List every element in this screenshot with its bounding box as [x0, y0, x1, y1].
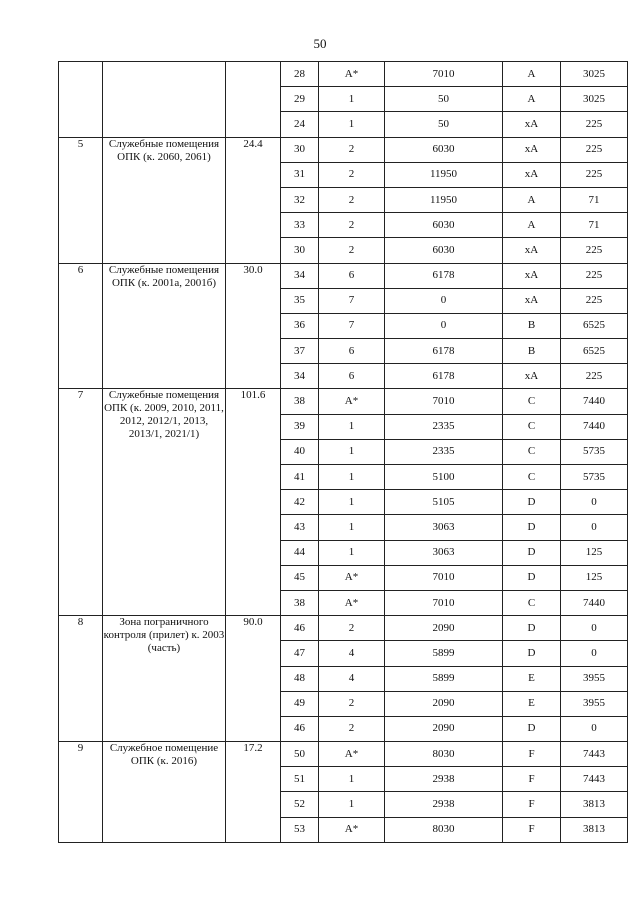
- point-number-cell: 47: [281, 641, 319, 666]
- zone-cell: xA: [503, 364, 561, 389]
- item-number-cell: 5: [59, 137, 103, 263]
- x-coordinate-cell: 2090: [385, 616, 503, 641]
- zone-cell: A: [503, 213, 561, 238]
- point-type-cell: 2: [319, 716, 385, 741]
- y-coordinate-cell: 5735: [561, 465, 628, 490]
- room-name-cell: Служебные помещения ОПК (к. 2001а, 2001б): [103, 263, 226, 389]
- y-coordinate-cell: 7440: [561, 590, 628, 615]
- y-coordinate-cell: 7443: [561, 742, 628, 767]
- point-type-cell: А*: [319, 817, 385, 842]
- x-coordinate-cell: 6030: [385, 213, 503, 238]
- point-type-cell: 6: [319, 263, 385, 288]
- room-name-cell: Зона пограничного контроля (прилет) к. 2003 (часть): [103, 616, 226, 742]
- y-coordinate-cell: 6525: [561, 313, 628, 338]
- x-coordinate-cell: 3063: [385, 540, 503, 565]
- area-cell: 101.6: [226, 389, 281, 616]
- table-row: [59, 137, 628, 162]
- point-type-cell: 2: [319, 162, 385, 187]
- x-coordinate-cell: 5105: [385, 490, 503, 515]
- point-type-cell: 6: [319, 364, 385, 389]
- y-coordinate-cell: 3025: [561, 87, 628, 112]
- point-number-cell: 30: [281, 238, 319, 263]
- item-number-cell: 8: [59, 616, 103, 742]
- x-coordinate-cell: 6178: [385, 263, 503, 288]
- point-number-cell: 53: [281, 817, 319, 842]
- x-coordinate-cell: 11950: [385, 162, 503, 187]
- y-coordinate-cell: 225: [561, 112, 628, 137]
- zone-cell: xA: [503, 238, 561, 263]
- zone-cell: F: [503, 742, 561, 767]
- area-cell: 30.0: [226, 263, 281, 389]
- point-number-cell: 39: [281, 414, 319, 439]
- zone-cell: C: [503, 465, 561, 490]
- point-type-cell: 1: [319, 515, 385, 540]
- point-number-cell: 38: [281, 389, 319, 414]
- y-coordinate-cell: 0: [561, 490, 628, 515]
- x-coordinate-cell: 2090: [385, 716, 503, 741]
- x-coordinate-cell: 3063: [385, 515, 503, 540]
- x-coordinate-cell: 5899: [385, 666, 503, 691]
- zone-cell: E: [503, 691, 561, 716]
- point-type-cell: 1: [319, 112, 385, 137]
- y-coordinate-cell: 5735: [561, 439, 628, 464]
- room-name-cell: Служебные помещения ОПК (к. 2009, 2010, 2011, 2012, 2012/1, 2013, 2013/1, 2021/1): [103, 389, 226, 616]
- y-coordinate-cell: 71: [561, 213, 628, 238]
- point-number-cell: 24: [281, 112, 319, 137]
- y-coordinate-cell: 225: [561, 263, 628, 288]
- room-name-cell: [103, 62, 226, 138]
- point-number-cell: 37: [281, 339, 319, 364]
- y-coordinate-cell: 3025: [561, 62, 628, 87]
- point-type-cell: 2: [319, 616, 385, 641]
- x-coordinate-cell: 0: [385, 288, 503, 313]
- x-coordinate-cell: 6030: [385, 137, 503, 162]
- zone-cell: D: [503, 540, 561, 565]
- point-type-cell: 1: [319, 490, 385, 515]
- zone-cell: xA: [503, 288, 561, 313]
- zone-cell: C: [503, 439, 561, 464]
- y-coordinate-cell: 7440: [561, 389, 628, 414]
- x-coordinate-cell: 6030: [385, 238, 503, 263]
- zone-cell: xA: [503, 137, 561, 162]
- x-coordinate-cell: 2938: [385, 792, 503, 817]
- point-number-cell: 49: [281, 691, 319, 716]
- y-coordinate-cell: 3813: [561, 817, 628, 842]
- point-number-cell: 44: [281, 540, 319, 565]
- y-coordinate-cell: 6525: [561, 339, 628, 364]
- y-coordinate-cell: 125: [561, 540, 628, 565]
- table-row: [59, 62, 628, 87]
- room-name-cell: Служебные помещения ОПК (к. 2060, 2061): [103, 137, 226, 263]
- x-coordinate-cell: 5100: [385, 465, 503, 490]
- point-number-cell: 46: [281, 716, 319, 741]
- page-number: 50: [313, 36, 327, 51]
- point-type-cell: 2: [319, 137, 385, 162]
- point-type-cell: 7: [319, 288, 385, 313]
- zone-cell: A: [503, 62, 561, 87]
- point-type-cell: 1: [319, 87, 385, 112]
- point-type-cell: А*: [319, 389, 385, 414]
- x-coordinate-cell: 5899: [385, 641, 503, 666]
- y-coordinate-cell: 71: [561, 187, 628, 212]
- y-coordinate-cell: 0: [561, 716, 628, 741]
- point-type-cell: 2: [319, 238, 385, 263]
- area-cell: 90.0: [226, 616, 281, 742]
- table-row: [59, 389, 628, 414]
- x-coordinate-cell: 50: [385, 112, 503, 137]
- area-cell: 17.2: [226, 742, 281, 843]
- point-type-cell: 1: [319, 767, 385, 792]
- y-coordinate-cell: 0: [561, 515, 628, 540]
- zone-cell: C: [503, 414, 561, 439]
- point-number-cell: 50: [281, 742, 319, 767]
- point-number-cell: 35: [281, 288, 319, 313]
- point-number-cell: 46: [281, 616, 319, 641]
- point-type-cell: А*: [319, 590, 385, 615]
- y-coordinate-cell: 125: [561, 565, 628, 590]
- point-number-cell: 31: [281, 162, 319, 187]
- zone-cell: A: [503, 87, 561, 112]
- table-row: [59, 616, 628, 641]
- point-number-cell: 42: [281, 490, 319, 515]
- point-number-cell: 40: [281, 439, 319, 464]
- zone-cell: xA: [503, 162, 561, 187]
- point-type-cell: 2: [319, 213, 385, 238]
- point-number-cell: 52: [281, 792, 319, 817]
- x-coordinate-cell: 6178: [385, 339, 503, 364]
- point-type-cell: А*: [319, 742, 385, 767]
- point-type-cell: А*: [319, 62, 385, 87]
- point-number-cell: 30: [281, 137, 319, 162]
- x-coordinate-cell: 7010: [385, 62, 503, 87]
- zone-cell: xA: [503, 263, 561, 288]
- point-number-cell: 33: [281, 213, 319, 238]
- y-coordinate-cell: 0: [561, 616, 628, 641]
- point-type-cell: 1: [319, 540, 385, 565]
- y-coordinate-cell: 0: [561, 641, 628, 666]
- zone-cell: F: [503, 767, 561, 792]
- point-type-cell: 2: [319, 187, 385, 212]
- point-number-cell: 43: [281, 515, 319, 540]
- y-coordinate-cell: 225: [561, 162, 628, 187]
- zone-cell: D: [503, 641, 561, 666]
- y-coordinate-cell: 225: [561, 364, 628, 389]
- area-cell: [226, 62, 281, 138]
- point-type-cell: 7: [319, 313, 385, 338]
- point-type-cell: 6: [319, 339, 385, 364]
- y-coordinate-cell: 225: [561, 288, 628, 313]
- zone-cell: A: [503, 187, 561, 212]
- x-coordinate-cell: 0: [385, 313, 503, 338]
- x-coordinate-cell: 8030: [385, 817, 503, 842]
- y-coordinate-cell: 7443: [561, 767, 628, 792]
- x-coordinate-cell: 8030: [385, 742, 503, 767]
- x-coordinate-cell: 2335: [385, 414, 503, 439]
- point-number-cell: 51: [281, 767, 319, 792]
- item-number-cell: 9: [59, 742, 103, 843]
- x-coordinate-cell: 7010: [385, 590, 503, 615]
- point-number-cell: 48: [281, 666, 319, 691]
- point-type-cell: А*: [319, 565, 385, 590]
- zone-cell: B: [503, 339, 561, 364]
- zone-cell: D: [503, 616, 561, 641]
- point-type-cell: 1: [319, 439, 385, 464]
- x-coordinate-cell: 2938: [385, 767, 503, 792]
- y-coordinate-cell: 225: [561, 238, 628, 263]
- zone-cell: xA: [503, 112, 561, 137]
- point-number-cell: 34: [281, 263, 319, 288]
- zone-cell: D: [503, 565, 561, 590]
- x-coordinate-cell: 6178: [385, 364, 503, 389]
- y-coordinate-cell: 3955: [561, 691, 628, 716]
- x-coordinate-cell: 11950: [385, 187, 503, 212]
- zone-cell: C: [503, 389, 561, 414]
- point-number-cell: 28: [281, 62, 319, 87]
- point-number-cell: 38: [281, 590, 319, 615]
- point-type-cell: 4: [319, 666, 385, 691]
- point-type-cell: 2: [319, 691, 385, 716]
- x-coordinate-cell: 2335: [385, 439, 503, 464]
- table-row: [59, 263, 628, 288]
- zone-cell: F: [503, 792, 561, 817]
- point-type-cell: 1: [319, 465, 385, 490]
- point-number-cell: 41: [281, 465, 319, 490]
- point-number-cell: 32: [281, 187, 319, 212]
- zone-cell: D: [503, 716, 561, 741]
- zone-cell: E: [503, 666, 561, 691]
- x-coordinate-cell: 7010: [385, 565, 503, 590]
- table-row: [59, 742, 628, 767]
- zone-cell: D: [503, 515, 561, 540]
- y-coordinate-cell: 225: [561, 137, 628, 162]
- point-number-cell: 29: [281, 87, 319, 112]
- zone-cell: C: [503, 590, 561, 615]
- point-number-cell: 45: [281, 565, 319, 590]
- room-name-cell: Служебное помещение ОПК (к. 2016): [103, 742, 226, 843]
- point-number-cell: 34: [281, 364, 319, 389]
- y-coordinate-cell: 7440: [561, 414, 628, 439]
- y-coordinate-cell: 3813: [561, 792, 628, 817]
- x-coordinate-cell: 7010: [385, 389, 503, 414]
- item-number-cell: 6: [59, 263, 103, 389]
- coordinates-table: [58, 61, 628, 843]
- y-coordinate-cell: 3955: [561, 666, 628, 691]
- x-coordinate-cell: 2090: [385, 691, 503, 716]
- point-number-cell: 36: [281, 313, 319, 338]
- item-number-cell: 7: [59, 389, 103, 616]
- x-coordinate-cell: 50: [385, 87, 503, 112]
- point-type-cell: 1: [319, 792, 385, 817]
- area-cell: 24.4: [226, 137, 281, 263]
- item-number-cell: [59, 62, 103, 138]
- zone-cell: D: [503, 490, 561, 515]
- point-type-cell: 4: [319, 641, 385, 666]
- point-type-cell: 1: [319, 414, 385, 439]
- zone-cell: B: [503, 313, 561, 338]
- zone-cell: F: [503, 817, 561, 842]
